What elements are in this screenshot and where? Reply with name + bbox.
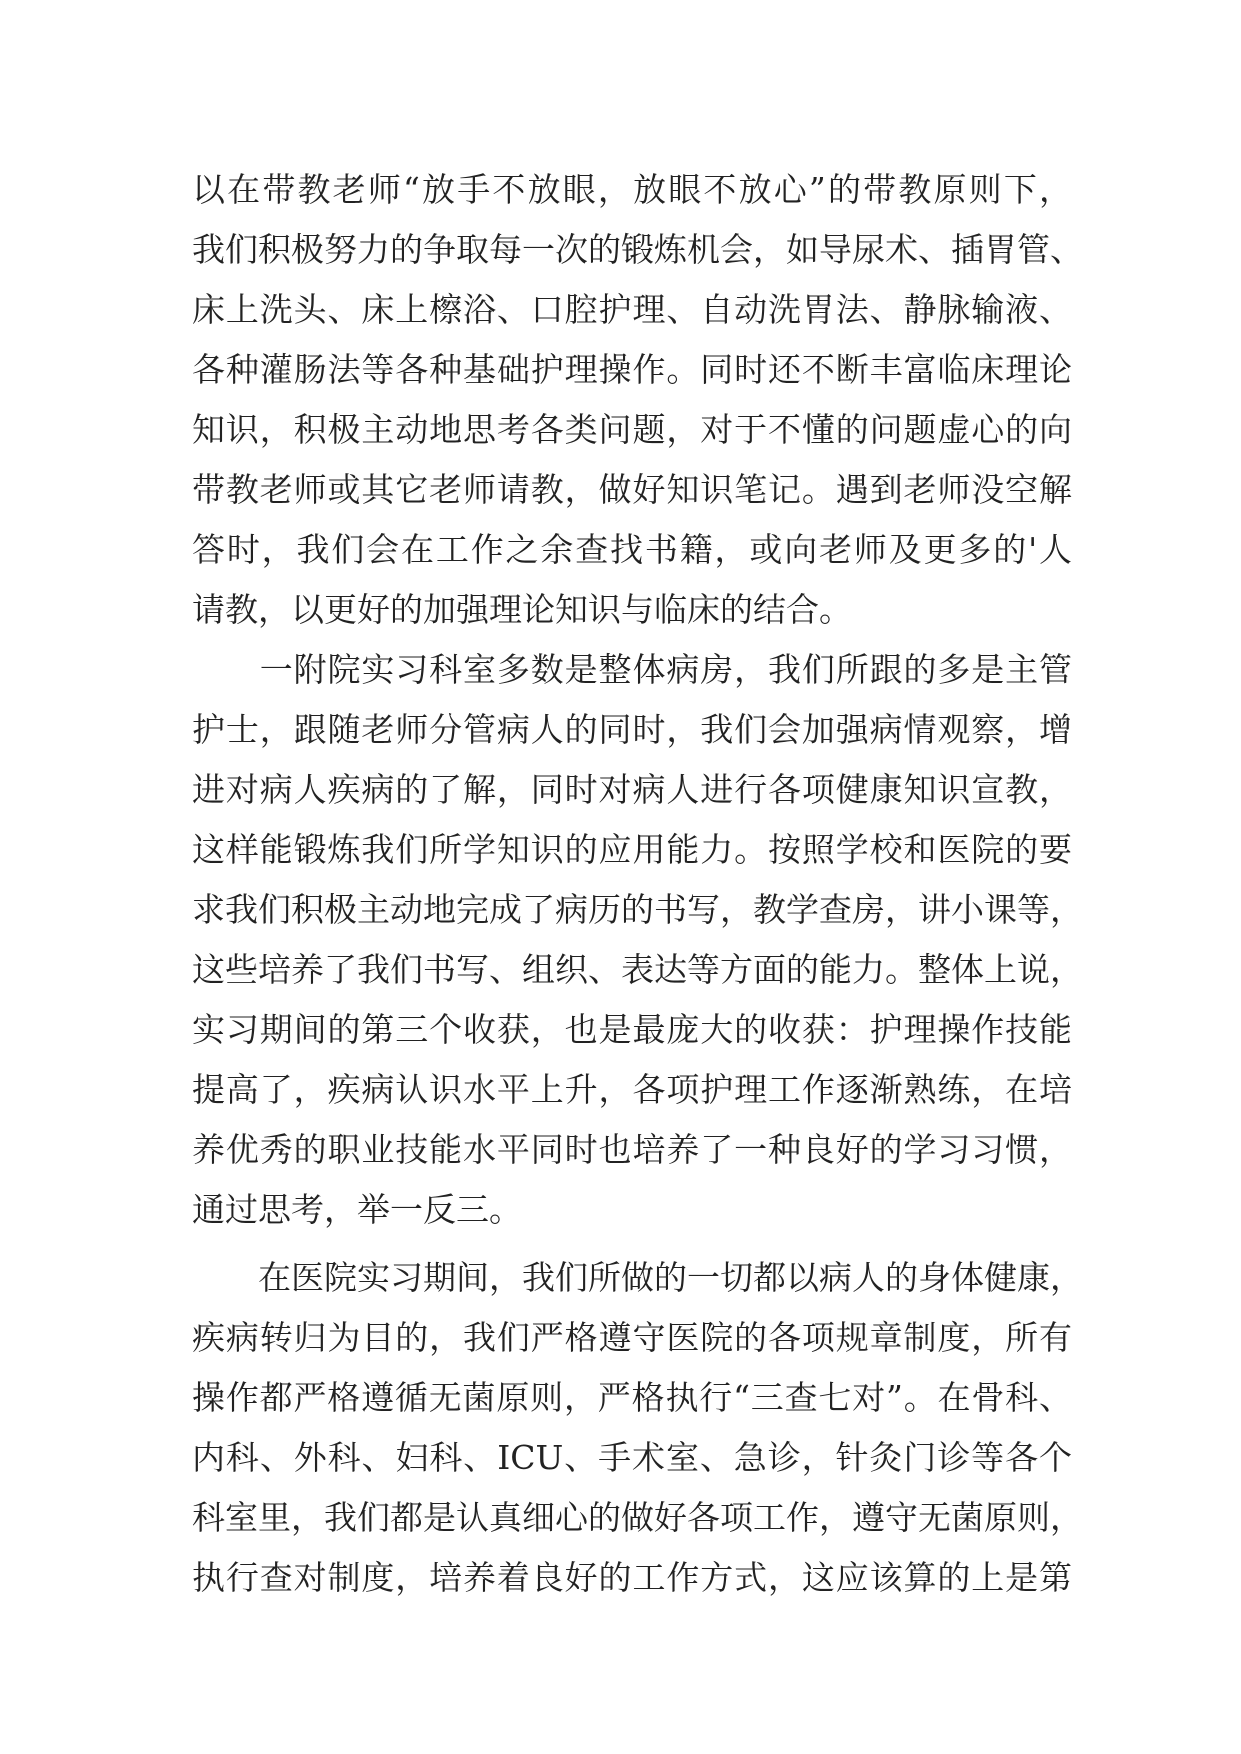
text-line: 护士，跟随老师分管病人的同时，我们会加强病情观察，增 [192, 710, 1072, 749]
text-line: 实习期间的第三个收获，也是最庞大的收获：护理操作技能 [192, 1010, 1072, 1049]
paragraph-3 [192, 1248, 1083, 1608]
paragraph-2 [192, 640, 1083, 1240]
text-line: 疾病转归为目的，我们严格遵守医院的各项规章制度，所有 [192, 1318, 1072, 1357]
text-line: 养优秀的职业技能水平同时也培养了一种良好的学习习惯， [192, 1130, 1072, 1169]
text-line: 科室里，我们都是认真细心的做好各项工作，遵守无菌原则， [192, 1498, 1083, 1537]
text-line: 请教，以更好的加强理论知识与临床的结合。 [192, 590, 852, 629]
text-line: 床上洗头、床上檫浴、口腔护理、自动洗胃法、静脉输液、 [192, 290, 1072, 329]
text-line: 知识，积极主动地思考各类问题，对于不懂的问题虚心的向 [192, 410, 1072, 449]
text-line: 操作都严格遵循无菌原则，严格执行“三查七对”。在骨科、 [192, 1378, 1072, 1417]
text-line: 各种灌肠法等各种基础护理操作。同时还不断丰富临床理论 [192, 350, 1072, 389]
text-line: 这些培养了我们书写、组织、表达等方面的能力。整体上说， [192, 950, 1083, 989]
text-line: 在医院实习期间，我们所做的一切都以病人的身体健康， [192, 1258, 1083, 1297]
text-line: 进对病人疾病的了解，同时对病人进行各项健康知识宣教， [192, 770, 1072, 809]
text-line: 提高了，疾病认识水平上升，各项护理工作逐渐熟练，在培 [192, 1070, 1072, 1109]
paragraph-spacer [192, 1240, 1072, 1248]
text-line: 我们积极努力的争取每一次的锻炼机会，如导尿术、插胃管、 [192, 230, 1083, 269]
text-line: 一附院实习科室多数是整体病房，我们所跟的多是主管 [192, 650, 1072, 689]
text-line: 内科、外科、妇科、ICU、手术室、急诊，针灸门诊等各个 [192, 1438, 1072, 1477]
paragraph-1 [192, 160, 1083, 640]
text-line: 这样能锻炼我们所学知识的应用能力。按照学校和医院的要 [192, 830, 1072, 869]
text-line: 带教老师或其它老师请教，做好知识笔记。遇到老师没空解 [192, 470, 1072, 509]
text-line: 通过思考，举一反三。 [192, 1190, 522, 1229]
text-line: 以在带教老师“放手不放眼，放眼不放心”的带教原则下， [192, 170, 1072, 209]
text-line: 执行查对制度，培养着良好的工作方式，这应该算的上是第 [192, 1558, 1072, 1597]
text-line: 求我们积极主动地完成了病历的书写，教学查房，讲小课等， [192, 890, 1083, 929]
text-line: 答时，我们会在工作之余查找书籍，或向老师及更多的'人 [192, 530, 1072, 569]
body-text [192, 160, 1083, 1608]
